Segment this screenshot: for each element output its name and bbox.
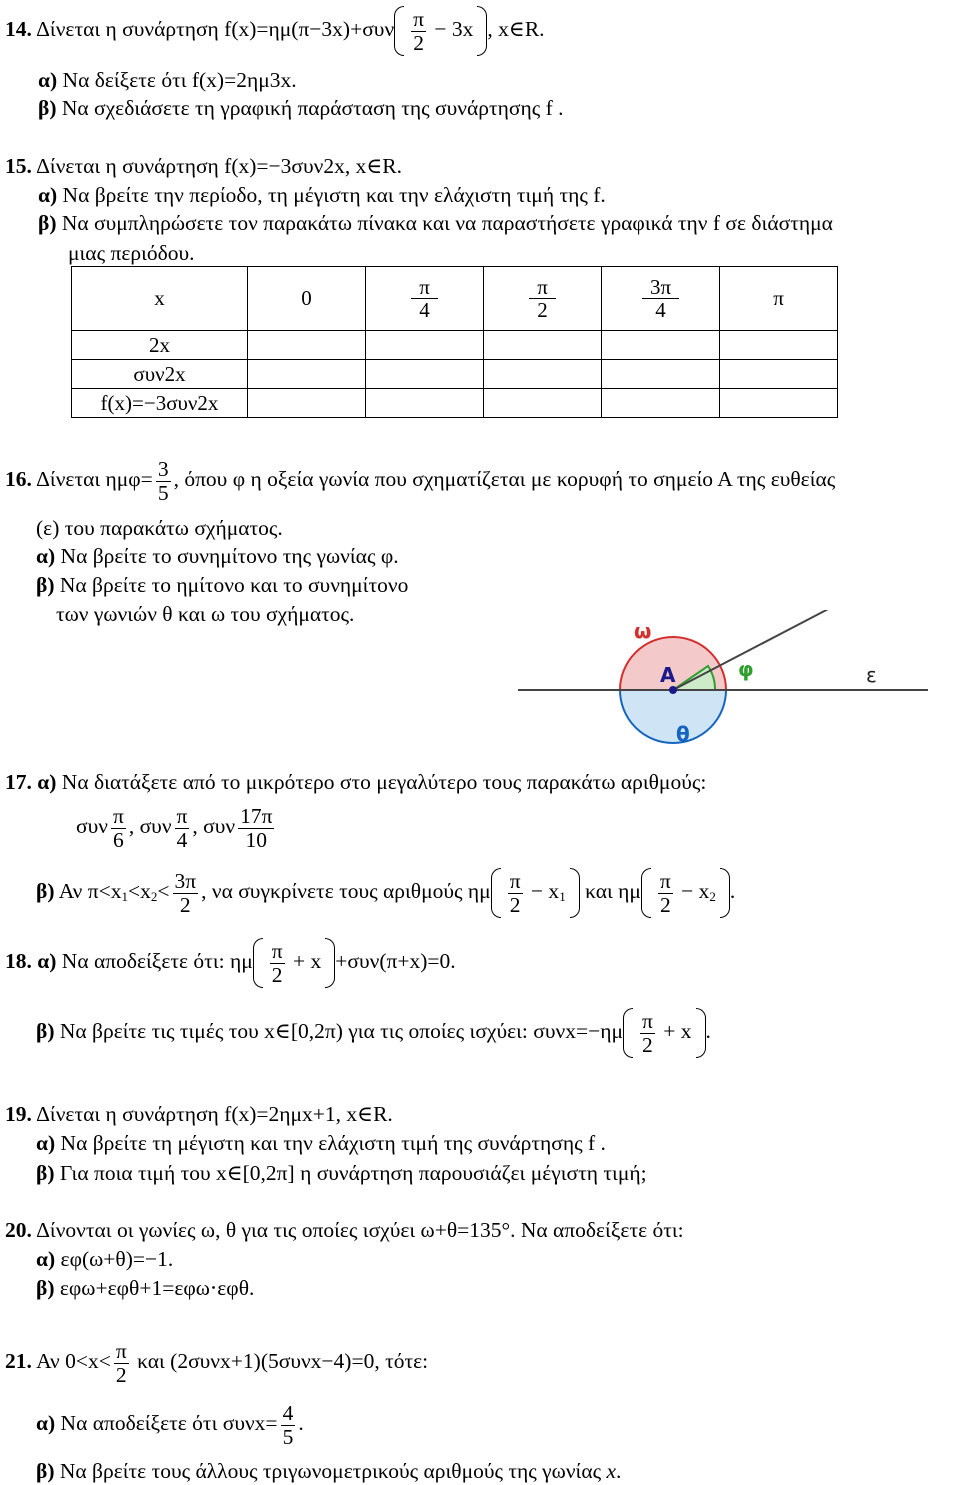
ex20-part-a: α) εφ(ω+θ)=−1. bbox=[36, 1247, 174, 1271]
parenthesis: $\frac{\pi}{2}$ + x bbox=[623, 1010, 706, 1056]
ex16-part-b-cont: των γωνιών θ και ω του σχήματος. bbox=[56, 602, 355, 626]
denominator: 2 bbox=[413, 30, 424, 55]
part-label: α) bbox=[38, 183, 58, 207]
table-row bbox=[72, 360, 838, 389]
ex20-part-b: β) εφω+εφθ+1=εφω⋅εφθ. bbox=[36, 1276, 255, 1300]
ex16-statement bbox=[5, 458, 835, 504]
theta-arc bbox=[620, 690, 726, 743]
ex21-part-b: β) Να βρείτε τους άλλους τριγωνομετρικούς αριθμούς της γωνίας x. bbox=[36, 1459, 622, 1483]
part-label: α) bbox=[36, 1247, 56, 1271]
numerator: π bbox=[413, 7, 425, 31]
fraction: $\frac{17\pi}{10}$ bbox=[240, 804, 273, 852]
ex19-statement: 19. Δίνεται η συνάρτηση f(x)=2ημx+1, x∈R. bbox=[5, 1102, 393, 1126]
part-text: Να σχεδιάσετε τη γραφική παράσταση της συνάρτησης f . bbox=[61, 96, 564, 120]
label-a: A bbox=[660, 663, 676, 687]
fraction: $\frac{3\pi}{2}$ bbox=[174, 869, 197, 917]
ex19-part-a: α) Να βρείτε τη μέγιστη και την ελάχιστη τιμή της συνάρτησης f . bbox=[36, 1131, 606, 1155]
table-cell bbox=[484, 331, 602, 360]
table-cell bbox=[366, 389, 484, 418]
table-cell bbox=[720, 360, 838, 389]
ex20-statement: 20. Δίνονται οι γωνίες ω, θ για τις οποίες ισχύει ω+θ=135°. Να αποδείξετε ότι: bbox=[5, 1218, 684, 1242]
ex17-numbers: συν $\frac{\pi}{6}$ , συν $\frac{\pi}{4}$ , συν $\frac{17\pi}{10}$ bbox=[76, 804, 273, 852]
part-label: β) bbox=[38, 211, 57, 235]
fraction: $\frac{\pi}{2}$ bbox=[115, 1339, 127, 1387]
value-table bbox=[71, 266, 838, 418]
part-label: α) bbox=[36, 544, 56, 568]
table-row bbox=[72, 331, 838, 360]
fraction: $\frac{\pi}{6}$ bbox=[112, 804, 124, 852]
fraction: $\frac{3}{5}$ bbox=[157, 457, 169, 505]
ex14-term: − 3x bbox=[434, 17, 474, 41]
label-theta: θ bbox=[676, 722, 690, 746]
table-cell: $\frac{\pi}{4}$ bbox=[366, 267, 484, 331]
label-phi: φ bbox=[738, 657, 754, 681]
table-cell bbox=[484, 360, 602, 389]
ex15-part-a bbox=[38, 185, 606, 207]
ex16-part-b bbox=[36, 575, 408, 597]
ex14-domain: , x∈R. bbox=[487, 17, 545, 41]
ex17-part-b: β) Αν $\pi<x_1<x_2<$ $\frac{3\pi}{2}$ , να συγκρίνετε τους αριθμούς ημ $\frac{\pi}{2}$ − $x_1$ και ημ $\frac{\pi}{2}$ − $x_2$ . bbox=[36, 869, 736, 917]
table-cell bbox=[484, 389, 602, 418]
ex14-intro: Δίνεται η συνάρτηση f(x)=ημ(π−3x)+συν bbox=[36, 17, 395, 41]
table-cell bbox=[602, 360, 720, 389]
ex17-part-a bbox=[5, 772, 706, 794]
table-cell bbox=[248, 389, 366, 418]
ex15-statement bbox=[5, 156, 402, 178]
table-cell bbox=[248, 360, 366, 389]
ex16-intro: Δίνεται ημφ= bbox=[36, 467, 153, 491]
part-label: β) bbox=[38, 96, 57, 120]
angle-figure bbox=[510, 610, 940, 750]
part-text: Να συμπληρώσετε τον παρακάτω πίνακα και να παραστήσετε γραφικά την f σε διάστημα bbox=[61, 211, 833, 235]
cos-text: συν bbox=[76, 814, 108, 838]
part-label: α) bbox=[37, 949, 57, 973]
table-cell: $\frac{\pi}{2}$ bbox=[484, 267, 602, 331]
ex16-intro-cont: , όπου φ η οξεία γωνία που σχηματίζεται με κορυφή το σημείο Α της ευθείας bbox=[173, 467, 836, 491]
parenthesis bbox=[394, 8, 487, 54]
fraction: $\frac{\pi}{4}$ bbox=[176, 804, 188, 852]
exercise-number: 18. bbox=[5, 949, 32, 973]
table-cell bbox=[720, 389, 838, 418]
ex15-intro: Δίνεται η συνάρτηση f(x)=−3συν2x, x∈R. bbox=[36, 154, 402, 178]
ex18-part-b: β) Να βρείτε τις τιμές του x∈[0,2π) για τις οποίες ισχύει: συνx=−ημ $\frac{\pi}{2}$ + x . bbox=[36, 1009, 711, 1057]
exercise-number: 16. bbox=[5, 467, 32, 491]
part-label: β) bbox=[36, 573, 55, 597]
part-label: α) bbox=[37, 770, 57, 794]
ex15-part-b-cont: μιας περιόδου. bbox=[68, 241, 195, 265]
part-text: Να βρείτε το συνημίτονο της γωνίας φ. bbox=[60, 544, 399, 568]
ex15-part-b bbox=[38, 213, 833, 235]
table-cell: 0 bbox=[248, 267, 366, 331]
part-label: α) bbox=[36, 1411, 56, 1435]
part-label: α) bbox=[36, 1131, 56, 1155]
point-a bbox=[669, 686, 677, 694]
table-cell: π bbox=[720, 267, 838, 331]
table-cell bbox=[366, 331, 484, 360]
exercise-number: 20. bbox=[5, 1218, 32, 1242]
fraction: $\frac{4}{5}$ bbox=[282, 1401, 294, 1449]
cos-text: συν bbox=[203, 814, 236, 838]
exercise-number: 15. bbox=[5, 154, 32, 178]
parenthesis: $\frac{\pi}{2}$ − $x_1$ bbox=[491, 870, 580, 916]
table-row-label: x bbox=[72, 267, 248, 331]
part-text: Να δείξετε ότι f(x)=2ημ3x. bbox=[62, 68, 297, 92]
table-cell bbox=[602, 331, 720, 360]
exercise-number: 19. bbox=[5, 1102, 32, 1126]
part-label: β) bbox=[36, 1459, 55, 1483]
part-label: β) bbox=[36, 1276, 55, 1300]
table-cell bbox=[248, 331, 366, 360]
table-row-label: f(x)=−3συν2x bbox=[72, 389, 248, 418]
table-cell bbox=[602, 389, 720, 418]
parenthesis: $\frac{\pi}{2}$ + x bbox=[253, 940, 336, 986]
parenthesis: $\frac{\pi}{2}$ − $x_2$ bbox=[641, 870, 730, 916]
exercise-number: 21. bbox=[5, 1349, 32, 1373]
exercise-number: 17. bbox=[5, 770, 32, 794]
table-cell bbox=[720, 331, 838, 360]
ex21-statement: 21. Αν 0<x< $\frac{\pi}{2}$ και (2συνx+1)(5συνx−4)=0, τότε: bbox=[5, 1339, 429, 1387]
table-row-label: συν2x bbox=[72, 360, 248, 389]
part-label: β) bbox=[36, 1161, 55, 1185]
ex14-part-b bbox=[38, 98, 564, 120]
cos-text: συν bbox=[139, 814, 172, 838]
ex21-part-a: α) Να αποδείξετε ότι συνx= $\frac{4}{5}$ . bbox=[36, 1401, 304, 1449]
ex14-part-a bbox=[38, 70, 297, 92]
part-text: Να βρείτε το ημίτονο και το συνημίτονο bbox=[59, 573, 409, 597]
part-label: β) bbox=[36, 879, 55, 903]
exercise-number: 14. bbox=[5, 17, 32, 41]
part-text: Να διατάξετε από το μικρότερο στο μεγαλύτερο τους παρακάτω αριθμούς: bbox=[61, 770, 707, 794]
ex16-part-a bbox=[36, 546, 399, 568]
label-epsilon: ε bbox=[866, 663, 877, 687]
ex14-statement bbox=[5, 8, 545, 54]
part-text: Να βρείτε την περίοδο, τη μέγιστη και την ελάχιστη τιμή της f. bbox=[62, 183, 606, 207]
table-row bbox=[72, 389, 838, 418]
label-omega: ω bbox=[634, 619, 652, 643]
ex19-part-b: β) Για ποια τιμή του x∈[0,2π] η συνάρτηση παρουσιάζει μέγιστη τιμή; bbox=[36, 1161, 647, 1185]
table-cell bbox=[366, 360, 484, 389]
ex16-line2: (ε) του παρακάτω σχήματος. bbox=[36, 516, 283, 540]
table-row bbox=[72, 267, 838, 331]
fraction bbox=[411, 8, 426, 54]
part-label: β) bbox=[36, 1019, 55, 1043]
ex18-part-a: 18. α) Να αποδείξετε ότι: ημ $\frac{\pi}{2}$ + x +συν(π+x)=0. bbox=[5, 939, 456, 987]
table-row-label: 2x bbox=[72, 331, 248, 360]
variable: x bbox=[606, 1459, 617, 1483]
table-cell: $\frac{3\pi}{4}$ bbox=[602, 267, 720, 331]
part-label: α) bbox=[38, 68, 58, 92]
